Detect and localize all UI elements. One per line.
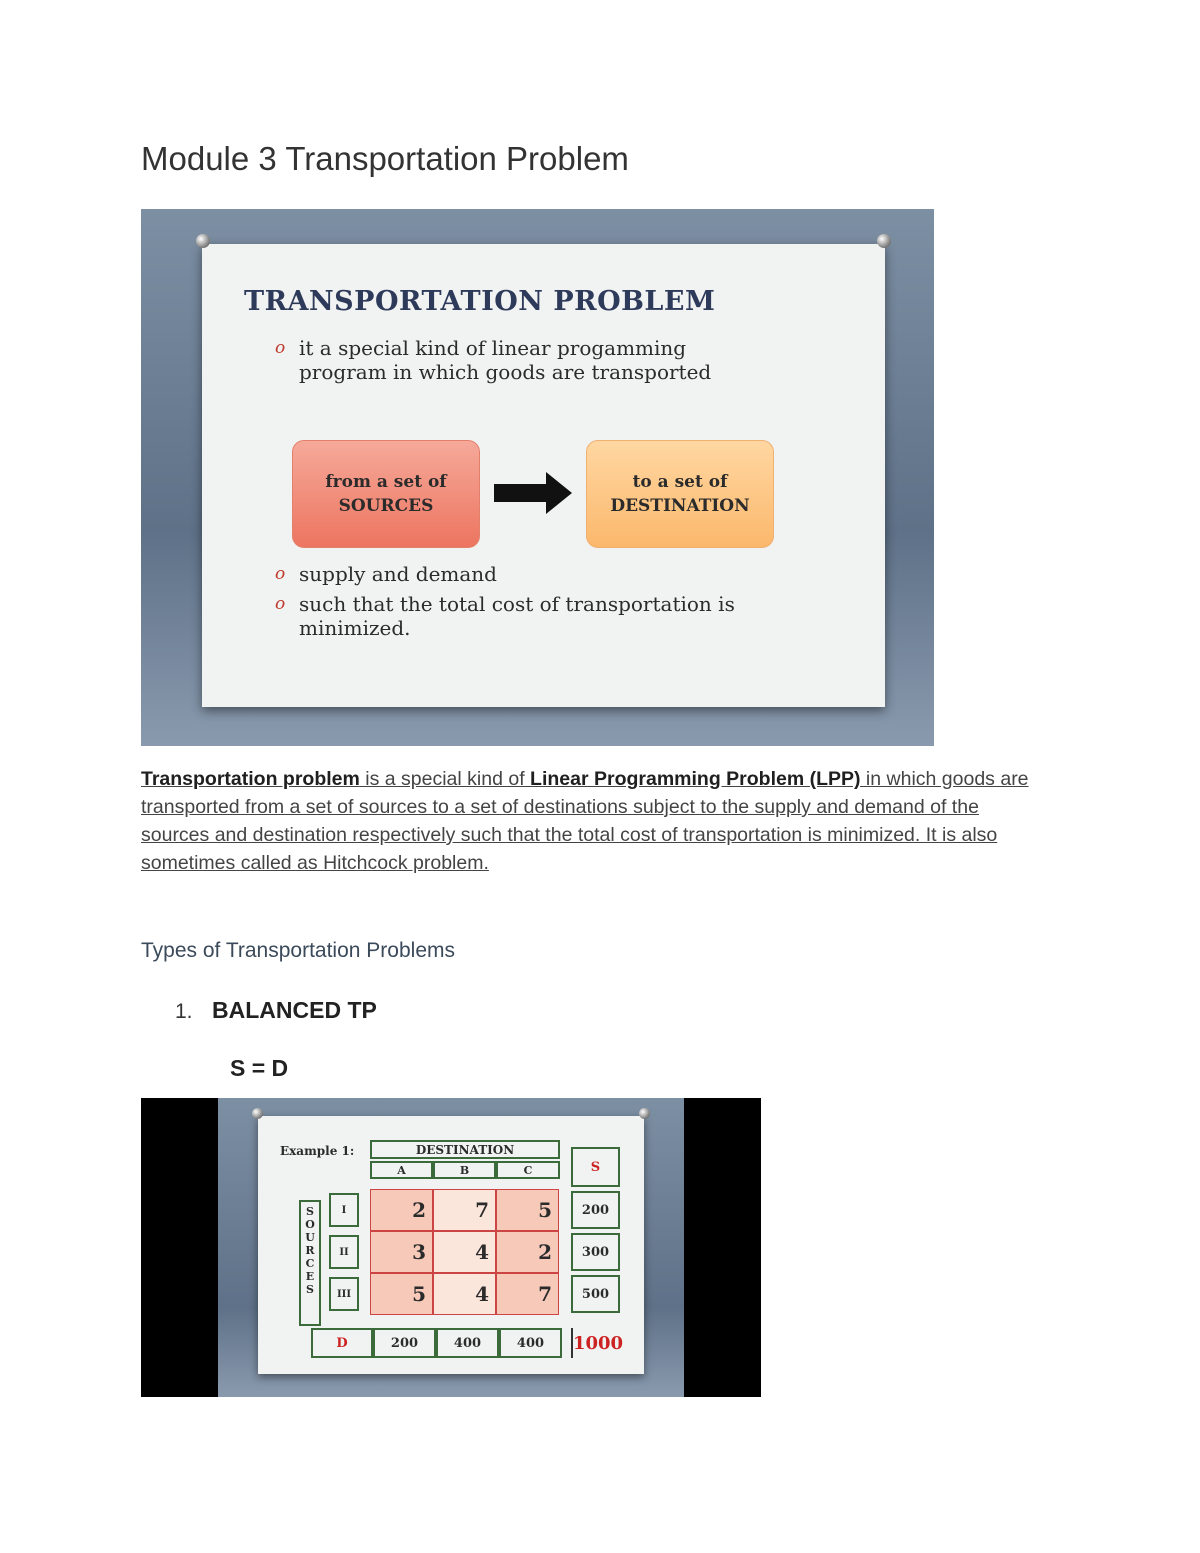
slide-paper: [202, 244, 885, 707]
demand-cell: 400: [436, 1328, 499, 1358]
types-heading: Types of Transportation Problems: [141, 939, 455, 962]
bullet-icon: o: [275, 594, 286, 614]
balance-equation: S = D: [230, 1055, 289, 1081]
source-row-label: I: [329, 1193, 359, 1227]
cost-cell: 2: [496, 1231, 559, 1273]
cost-cell: 7: [433, 1189, 496, 1231]
document-title: Module 3 Transportation Problem: [141, 140, 629, 177]
destination-box: [586, 440, 774, 548]
paragraph-text: is a special kind of: [359, 768, 531, 790]
cost-cell: 7: [496, 1273, 559, 1315]
bullet-line: such that the total cost of transportation is: [299, 592, 735, 616]
sources-letter: S: [306, 1205, 314, 1218]
sources-letter: R: [305, 1244, 315, 1257]
cost-cell: 4: [433, 1273, 496, 1315]
cost-cell: 5: [496, 1189, 559, 1231]
demand-cell: 200: [373, 1328, 436, 1358]
pushpin-icon: [252, 1108, 263, 1119]
bullet-line: supply and demand: [299, 562, 497, 586]
destination-box-line: to a set of: [632, 472, 728, 492]
sources-box-line: from a set of: [325, 472, 447, 492]
source-row-label: II: [329, 1235, 359, 1269]
demand-label-cell: [311, 1328, 373, 1358]
pushpin-icon: [877, 234, 891, 248]
example-paper: [258, 1116, 644, 1374]
bullet-icon: o: [275, 564, 286, 584]
destination-header: DESTINATION: [370, 1140, 560, 1159]
source-row-label: III: [329, 1277, 359, 1311]
bullet-line: it a special kind of linear progamming: [299, 336, 687, 360]
supply-header-cell: [571, 1147, 620, 1187]
paragraph-text: in which goods are transported from a set of sources to a set of destinations subject to the supply and demand of the sources and destination respectively such that the total cost of transportation is minimized. It is also sometimes called as Hitchcock problem.: [141, 768, 1029, 874]
grand-total: 1000: [571, 1328, 623, 1358]
destination-column-header: B: [433, 1161, 496, 1179]
destination-column-header: C: [496, 1161, 560, 1179]
list-item-balanced-tp: BALANCED TP: [212, 997, 377, 1023]
term-transportation-problem: Transportation problem: [141, 768, 360, 790]
cost-cell: 5: [370, 1273, 433, 1315]
bullet-line: minimized.: [299, 616, 411, 640]
cost-cell: 4: [433, 1231, 496, 1273]
slide-bullet-minimize: [275, 592, 735, 640]
balanced-tp-example-slide: [141, 1098, 761, 1397]
sources-box-line: SOURCES: [338, 496, 434, 516]
slide-bullet-definition: [275, 336, 712, 384]
cost-cell: 3: [370, 1231, 433, 1273]
bullet-line: program in which goods are transported: [299, 360, 712, 384]
sources-letter: E: [305, 1270, 315, 1283]
slide-bullet-supply-demand: [275, 562, 497, 586]
pushpin-icon: [639, 1108, 650, 1119]
demand-cell: 400: [499, 1328, 562, 1358]
supply-cell: 300: [571, 1233, 620, 1271]
supply-cell: 200: [571, 1191, 620, 1229]
demand-label: D: [336, 1335, 348, 1351]
right-arrow-icon: [494, 470, 574, 516]
bullet-icon: o: [275, 338, 286, 358]
sources-box: [292, 440, 480, 548]
cost-cell: 2: [370, 1189, 433, 1231]
list-number: 1.: [175, 1000, 193, 1023]
pushpin-icon: [196, 234, 210, 248]
transportation-problem-slide: [141, 209, 934, 746]
example-label: Example 1:: [280, 1144, 355, 1158]
supply-header: S: [590, 1159, 601, 1175]
sources-vertical-label: [299, 1200, 321, 1326]
slide-title: TRANSPORTATION PROBLEM: [244, 286, 716, 317]
sources-letter: C: [305, 1257, 315, 1270]
slide-background: [218, 1098, 684, 1397]
sources-letter: U: [305, 1231, 315, 1244]
supply-cell: 500: [571, 1275, 620, 1313]
destination-column-header: A: [370, 1161, 433, 1179]
sources-letter: O: [305, 1218, 315, 1231]
destination-box-line: DESTINATION: [610, 496, 750, 516]
definition-paragraph: [141, 765, 1041, 877]
sources-letter: S: [306, 1283, 314, 1296]
term-lpp: Linear Programming Problem (LPP): [530, 768, 861, 790]
